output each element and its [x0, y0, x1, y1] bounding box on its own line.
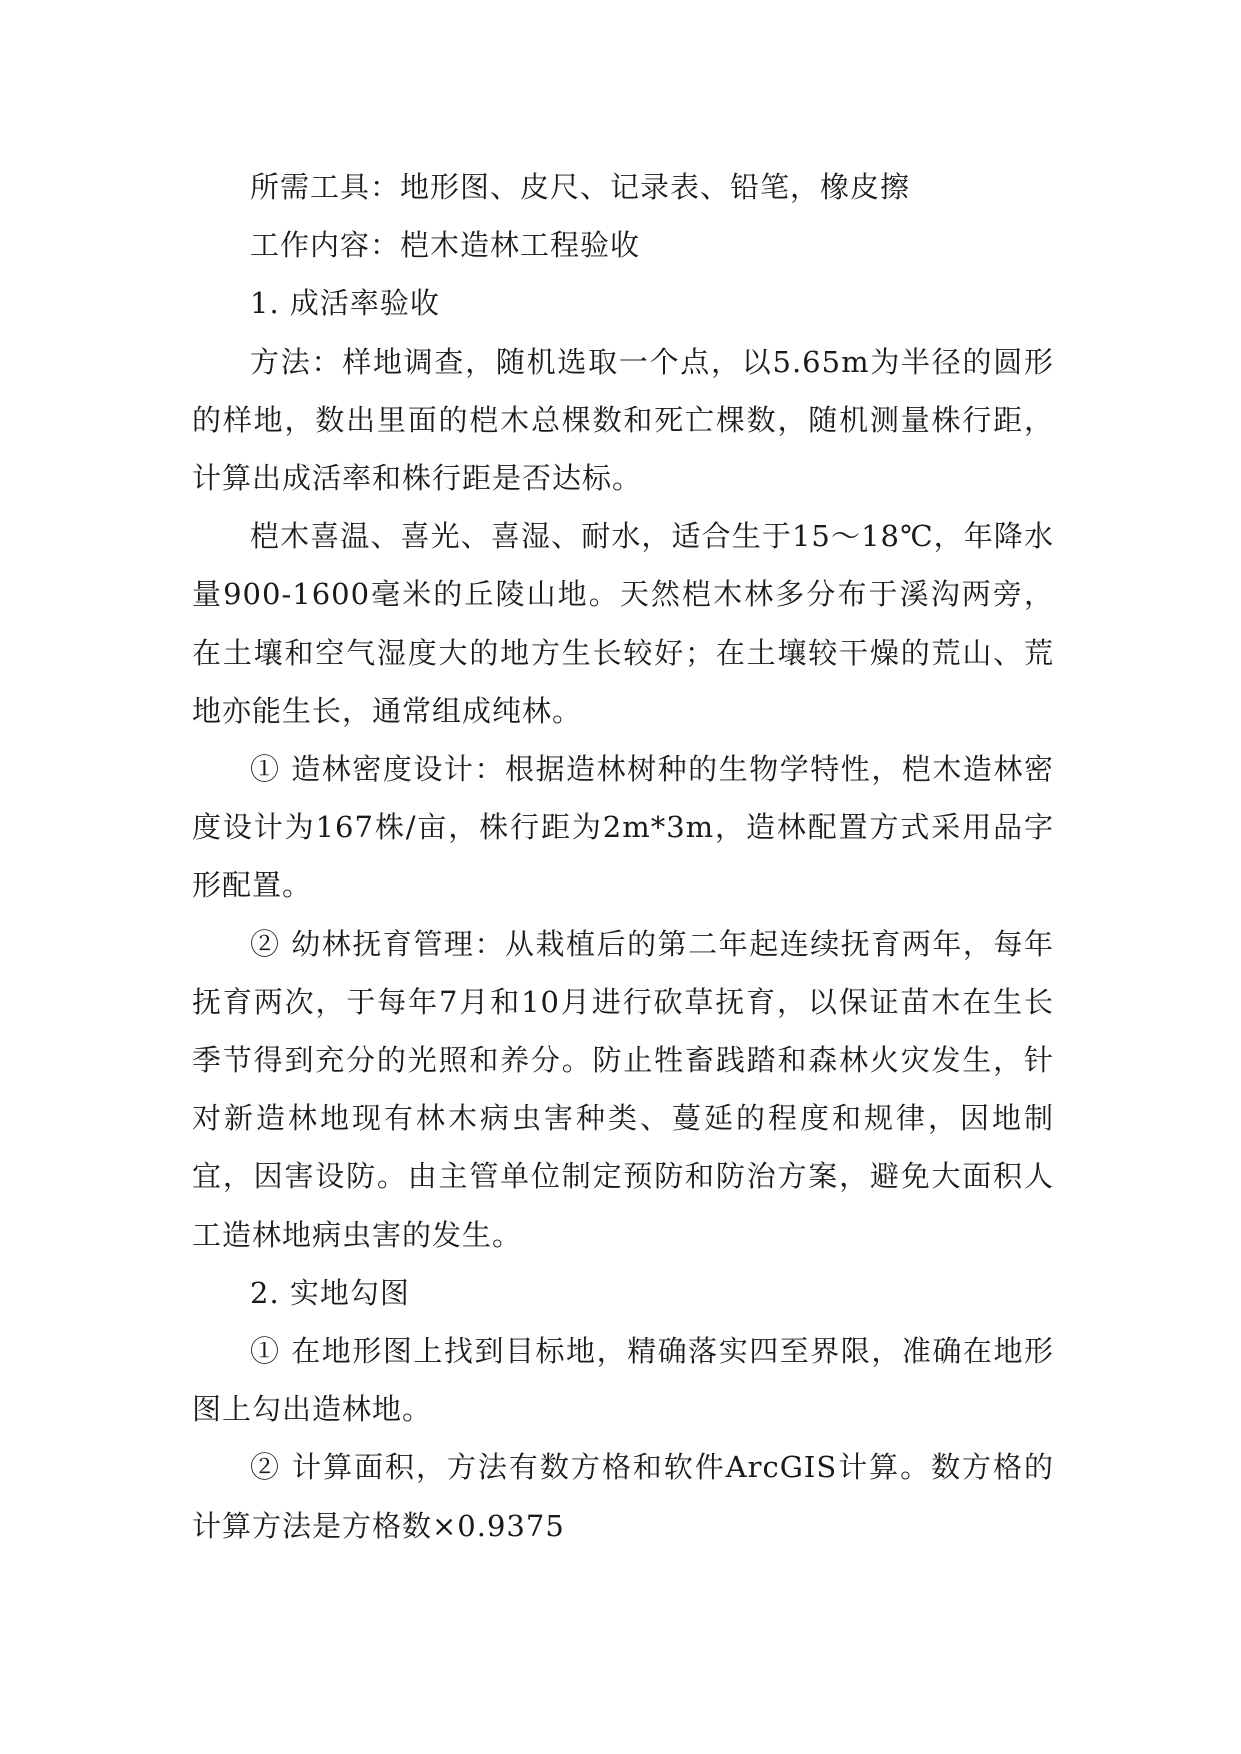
paragraph-young-forest-management: ② 幼林抚育管理：从栽植后的第二年起连续抚育两年，每年抚育两次，于每年7月和10月进行砍草抚育，以保证苗木在生长季节得到充分的光照和养分。防止牲畜践踏和森林火灾发生，针对新造林地现有林木病虫害种类、蔓延的程度和规律，因地制宜，因害设防。由主管单位制定预防和防治方案，避免大面积人工造林地病虫害的发生。	[192, 926, 1054, 1252]
paragraph-locate-target: ① 在地形图上找到目标地，精确落实四至界限，准确在地形图上勾出造林地。	[192, 1334, 1054, 1427]
paragraph-method: 方法：样地调查，随机选取一个点，以5.65m为半径的圆形的样地，数出里面的桤木总棵数和死亡棵数，随机测量株行距，计算出成活率和株行距是否达标。	[192, 344, 1054, 496]
paragraph-density-design: ① 造林密度设计：根据造林树种的生物学特性，桤木造林密度设计为167株/亩，株行距为2m*3m，造林配置方式采用品字形配置。	[192, 752, 1054, 903]
paragraph-alder-habitat: 桤木喜温、喜光、喜湿、耐水，适合生于15～18℃，年降水量900-1600毫米的丘陵山地。天然桤木林多分布于溪沟两旁，在土壤和空气湿度大的地方生长较好；在土壤较干燥的荒山、荒地亦能生长，通常组成纯林。	[192, 519, 1054, 728]
heading-field-mapping: 2. 实地勾图	[250, 1275, 410, 1310]
heading-survival-rate: 1. 成活率验收	[250, 286, 440, 321]
paragraph-work-content: 工作内容：桤木造林工程验收	[250, 228, 641, 263]
paragraph-tools: 所需工具：地形图、皮尺、记录表、铅笔，橡皮擦	[250, 170, 911, 204]
document-body	[192, 158, 1054, 1555]
paragraph-area-calculation: ② 计算面积，方法有数方格和软件ArcGIS计算。数方格的计算方法是方格数×0.9375	[192, 1450, 1054, 1543]
